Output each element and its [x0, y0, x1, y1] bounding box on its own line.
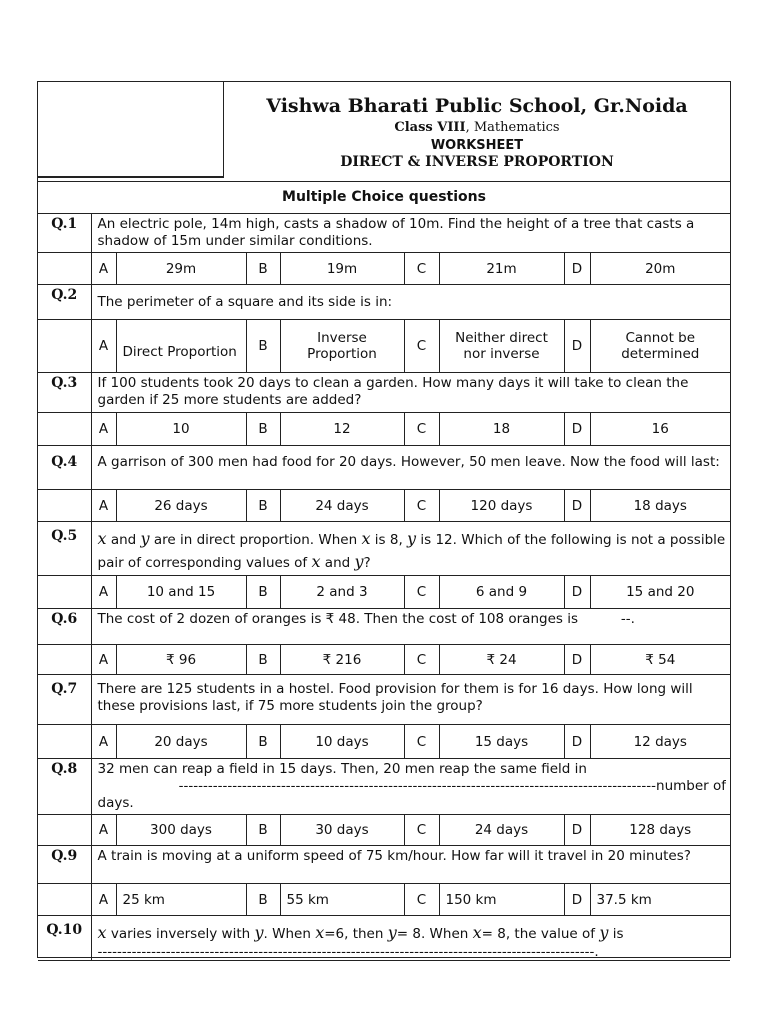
option-letter: B [246, 884, 280, 916]
option-letter: D [564, 490, 590, 522]
question-row [38, 846, 730, 884]
option-letter: C [404, 725, 439, 759]
option-letter: D [564, 413, 590, 446]
option-a[interactable]: 20 days [116, 725, 246, 759]
question-text: A train is moving at a uniform speed of 75 km/hour. How far will it travel in 20 minutes? [91, 846, 730, 884]
question-row [38, 609, 730, 645]
option-c[interactable]: Neither direct nor inverse [439, 320, 564, 373]
option-letter: D [564, 725, 590, 759]
question-row [38, 916, 730, 961]
option-letter: D [564, 576, 590, 609]
option-letter: D [564, 253, 590, 285]
option-b[interactable]: Inverse Proportion [280, 320, 404, 373]
header-text [224, 82, 730, 181]
option-d[interactable]: 20m [590, 253, 730, 285]
option-c[interactable]: 120 days [439, 490, 564, 522]
options-row [38, 413, 730, 446]
question-text-line: days. [97, 795, 134, 811]
question-number: Q.6 [38, 609, 91, 645]
option-letter: A [91, 320, 116, 373]
option-a[interactable]: 10 and 15 [116, 576, 246, 609]
options-row [38, 645, 730, 675]
option-a[interactable]: 29m [116, 253, 246, 285]
option-letter: B [246, 815, 280, 846]
options-row [38, 490, 730, 522]
options-row [38, 320, 730, 373]
option-a[interactable]: 10 [116, 413, 246, 446]
class-subject [224, 120, 730, 135]
question-number: Q.7 [38, 675, 91, 725]
option-letter: A [91, 253, 116, 285]
option-letter: B [246, 320, 280, 373]
question-row [38, 759, 730, 815]
option-letter: C [404, 576, 439, 609]
option-letter: C [404, 884, 439, 916]
option-c[interactable]: 24 days [439, 815, 564, 846]
question-number: Q.5 [38, 522, 91, 576]
question-text: The cost of 2 dozen of oranges is ₹ 48. Then the cost of 108 oranges is --. [91, 609, 730, 645]
question-blank-line: ------------------------------------------------------------------------------------------------------. [97, 945, 599, 959]
options-row [38, 815, 730, 846]
option-b[interactable]: 10 days [280, 725, 404, 759]
option-letter: B [246, 253, 280, 285]
question-text-line: 32 men can reap a field in 15 days. Then, 20 men reap the same field in [97, 761, 587, 777]
question-row [38, 446, 730, 490]
question-row [38, 373, 730, 413]
question-row [38, 214, 730, 253]
option-letter: B [246, 645, 280, 675]
question-text [91, 759, 730, 815]
question-row [38, 285, 730, 320]
option-d[interactable]: 37.5 km [590, 884, 730, 916]
option-letter: A [91, 815, 116, 846]
option-letter: C [404, 253, 439, 285]
option-letter: D [564, 645, 590, 675]
option-d[interactable]: 128 days [590, 815, 730, 846]
question-text: There are 125 students in a hostel. Food provision for them is for 16 days. How long will these provisions last, if 75 more students join the group? [91, 675, 730, 725]
question-number: Q.9 [38, 846, 91, 884]
option-letter: D [564, 815, 590, 846]
option-c[interactable]: 18 [439, 413, 564, 446]
option-d[interactable]: Cannot be determined [590, 320, 730, 373]
option-letter: B [246, 413, 280, 446]
option-letter: A [91, 413, 116, 446]
option-letter: A [91, 884, 116, 916]
question-number: Q.10 [38, 916, 91, 961]
question-text: An electric pole, 14m high, casts a shadow of 10m. Find the height of a tree that casts a shadow of 15m under similar conditions. [91, 214, 730, 253]
option-letter: D [564, 320, 590, 373]
question-text: The perimeter of a square and its side is in: [91, 285, 730, 320]
option-a[interactable]: ₹ 96 [116, 645, 246, 675]
question-text: x and y are in direct proportion. When x is 8, y is 12. Which of the following is not a possible pair of corresponding values of x and y? [91, 522, 730, 576]
option-c[interactable]: 6 and 9 [439, 576, 564, 609]
question-row [38, 675, 730, 725]
option-letter: C [404, 815, 439, 846]
worksheet-label: WORKSHEET [430, 138, 524, 153]
worksheet-page [37, 81, 731, 958]
option-b[interactable]: 2 and 3 [280, 576, 404, 609]
question-text: If 100 students took 20 days to clean a garden. How many days it will take to clean the garden if 25 more students are added? [91, 373, 730, 413]
options-row [38, 253, 730, 285]
option-a[interactable]: 26 days [116, 490, 246, 522]
option-c[interactable]: 150 km [439, 884, 564, 916]
section-title: Multiple Choice questions [38, 181, 730, 214]
question-number: Q.2 [38, 285, 91, 320]
option-c[interactable]: ₹ 24 [439, 645, 564, 675]
question-row [38, 522, 730, 576]
worksheet-header [38, 82, 730, 182]
option-letter: B [246, 725, 280, 759]
option-b[interactable]: 12 [280, 413, 404, 446]
question-number: Q.3 [38, 373, 91, 413]
option-letter: C [404, 490, 439, 522]
option-letter: B [246, 576, 280, 609]
topic-title: DIRECT & INVERSE PROPORTION [340, 154, 614, 170]
option-letter: A [91, 576, 116, 609]
option-d[interactable]: ₹ 54 [590, 645, 730, 675]
question-text: x varies inversely with y. When x=6, then y= 8. When x= 8, the value of y is ------------------------------------------------------------------------------------------------------. [91, 916, 730, 961]
option-a[interactable]: 25 km [116, 884, 246, 916]
option-letter: B [246, 490, 280, 522]
option-b[interactable]: 19m [280, 253, 404, 285]
option-d[interactable]: 12 days [590, 725, 730, 759]
option-c[interactable]: 21m [439, 253, 564, 285]
option-letter: A [91, 725, 116, 759]
subject-label: , Mathematics [465, 120, 560, 135]
option-d[interactable]: 18 days [590, 490, 730, 522]
questions-table [38, 213, 730, 961]
question-number: Q.1 [38, 214, 91, 253]
option-d[interactable]: 16 [590, 413, 730, 446]
option-a[interactable]: 300 days [116, 815, 246, 846]
options-row [38, 725, 730, 759]
question-text: A garrison of 300 men had food for 20 days. However, 50 men leave. Now the food will last: [91, 446, 730, 490]
option-letter: C [404, 645, 439, 675]
option-a[interactable]: Direct Proportion [116, 320, 246, 373]
option-b[interactable]: 55 km [280, 884, 404, 916]
logo-placeholder [38, 82, 224, 178]
question-blank-line: --------------------------------------------------------------------------------------------------number of [178, 778, 727, 794]
question-number: Q.4 [38, 446, 91, 490]
option-letter: A [91, 490, 116, 522]
option-b[interactable]: ₹ 216 [280, 645, 404, 675]
option-letter: A [91, 645, 116, 675]
option-b[interactable]: 30 days [280, 815, 404, 846]
option-letter: C [404, 320, 439, 373]
option-letter: C [404, 413, 439, 446]
option-c[interactable]: 15 days [439, 725, 564, 759]
question-number: Q.8 [38, 759, 91, 815]
option-letter: D [564, 884, 590, 916]
options-row [38, 884, 730, 916]
option-b[interactable]: 24 days [280, 490, 404, 522]
option-d[interactable]: 15 and 20 [590, 576, 730, 609]
school-name: Vishwa Bharati Public School, Gr.Noida [266, 95, 688, 117]
options-row [38, 576, 730, 609]
class-label: Class VIII [394, 120, 466, 135]
